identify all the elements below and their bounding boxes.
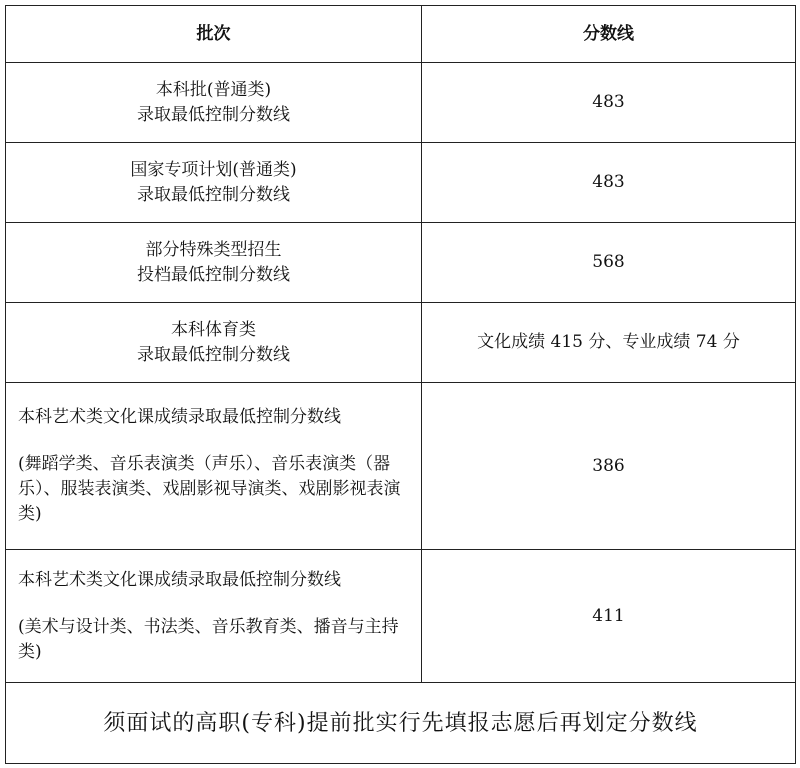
- batch-description: 录取最低控制分数线: [137, 184, 290, 205]
- art-spacer: [18, 430, 413, 452]
- art-batch-cell: [6, 550, 422, 683]
- art-spacer: [18, 593, 413, 615]
- batch-cell: [6, 303, 422, 383]
- table-row: [6, 223, 796, 303]
- batch-description: 录取最低控制分数线: [137, 104, 290, 125]
- batch-name: 国家专项计划(普通类): [130, 159, 297, 180]
- batch-description: 录取最低控制分数线: [137, 344, 290, 365]
- table-row-art: [6, 550, 796, 683]
- batch-name: 本科批(普通类): [155, 79, 272, 100]
- batch-cell: [6, 223, 422, 303]
- table-row: [6, 143, 796, 223]
- table-row-art: [6, 383, 796, 550]
- table-footer-row: [6, 683, 796, 764]
- score-cell: 568: [422, 223, 796, 303]
- art-categories: (美术与设计类、书法类、音乐教育类、播音与主持类): [18, 616, 399, 662]
- score-cell: 483: [422, 63, 796, 143]
- batch-name: 部分特殊类型招生: [145, 239, 282, 260]
- score-cell: 文化成绩 415 分、专业成绩 74 分: [422, 303, 796, 383]
- header-score: 分数线: [422, 6, 796, 63]
- admission-score-table: [5, 5, 796, 764]
- art-categories: (舞蹈学类、音乐表演类（声乐）、音乐表演类（器乐）、服装表演类、戏剧影视导演类、戏剧影视表演类): [18, 454, 401, 524]
- art-batch-title: 本科艺术类文化课成绩录取最低控制分数线: [18, 407, 341, 427]
- table-header-row: [6, 6, 796, 63]
- batch-cell: [6, 63, 422, 143]
- table-row: [6, 303, 796, 383]
- art-batch-cell: [6, 383, 422, 550]
- batch-cell: [6, 143, 422, 223]
- footer-note: 须面试的高职(专科)提前批实行先填报志愿后再划定分数线: [6, 683, 796, 764]
- batch-description: 投档最低控制分数线: [137, 264, 290, 285]
- batch-name: 本科体育类: [171, 319, 256, 340]
- table-row: [6, 63, 796, 143]
- score-cell: 411: [422, 550, 796, 683]
- art-batch-title: 本科艺术类文化课成绩录取最低控制分数线: [18, 569, 341, 590]
- score-cell: 386: [422, 383, 796, 550]
- header-batch: 批次: [6, 6, 422, 63]
- score-cell: 483: [422, 143, 796, 223]
